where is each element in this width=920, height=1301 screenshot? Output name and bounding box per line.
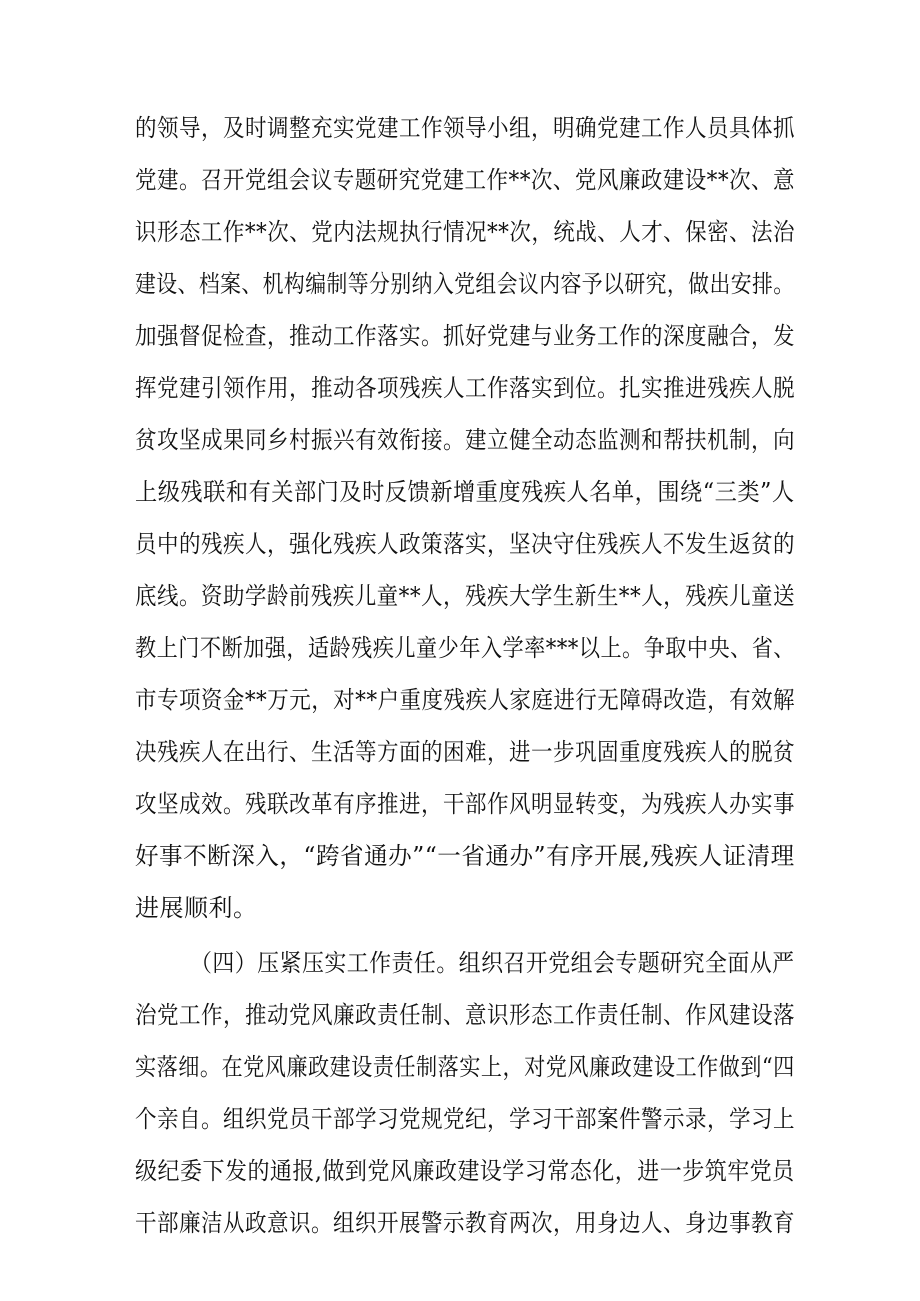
text-line: 识形态工作**次、党内法规执行情况**次，统战、人才、保密、法治 [135,218,795,246]
text-line: 实落细。在党风廉政建设责任制落实上，对党风廉政建设工作做到“四 [135,1053,795,1081]
text-line: 攻坚成效。残联改革有序推进，干部作风明显转变，为残疾人办实事 [135,790,795,818]
text-line: 市专项资金**万元，对**户重度残疾人家庭进行无障碍改造，有效解 [135,686,795,714]
text-line: 好事不断深入，“跨省通办”“一省通办”有序开展,残疾人证清理 [135,842,795,870]
text-line: 的领导，及时调整充实党建工作领导小组，明确党建工作人员具体抓 [135,114,795,142]
text-line: 治党工作，推动党风廉政责任制、意识形态工作责任制、作风建设落 [135,1001,795,1029]
text-line: 决残疾人在出行、生活等方面的困难，进一步巩固重度残疾人的脱贫 [135,738,795,766]
text-line: 进展顺利。 [135,894,258,922]
text-line: 党建。召开党组会议专题研究党建工作**次、党风廉政建设**次、意 [135,166,795,194]
text-line: 上级残联和有关部门及时反馈新增重度残疾人名单，围绕“三类”人 [135,478,795,506]
text-line: 加强督促检查，推动工作落实。抓好党建与业务工作的深度融合，发 [135,322,795,350]
text-line: 级纪委下发的通报,做到党风廉政建设学习常态化，进一步筑牢党员 [135,1157,795,1185]
text-line: 建设、档案、机构编制等分别纳入党组会议内容予以研究，做出安排。 [135,270,795,298]
section-heading-line: （四）压紧压实工作责任。组织召开党组会专题研究全面从严 [190,949,795,977]
text-line: 底线。资助学龄前残疾儿童**人，残疾大学生新生**人，残疾儿童送 [135,582,795,610]
text-line: 挥党建引领作用，推动各项残疾人工作落实到位。扎实推进残疾人脱 [135,374,795,402]
text-line: 个亲自。组织党员干部学习党规党纪，学习干部案件警示录，学习上 [135,1105,795,1133]
text-line: 员中的残疾人，强化残疾人政策落实，坚决守住残疾人不发生返贫的 [135,530,795,558]
text-line: 教上门不断加强，适龄残疾儿童少年入学率***以上。争取中央、省、 [135,634,795,662]
text-line: 干部廉洁从政意识。组织开展警示教育两次，用身边人、身边事教育 [135,1209,795,1237]
text-line: 贫攻坚成果同乡村振兴有效衔接。建立健全动态监测和帮扶机制，向 [135,426,795,454]
